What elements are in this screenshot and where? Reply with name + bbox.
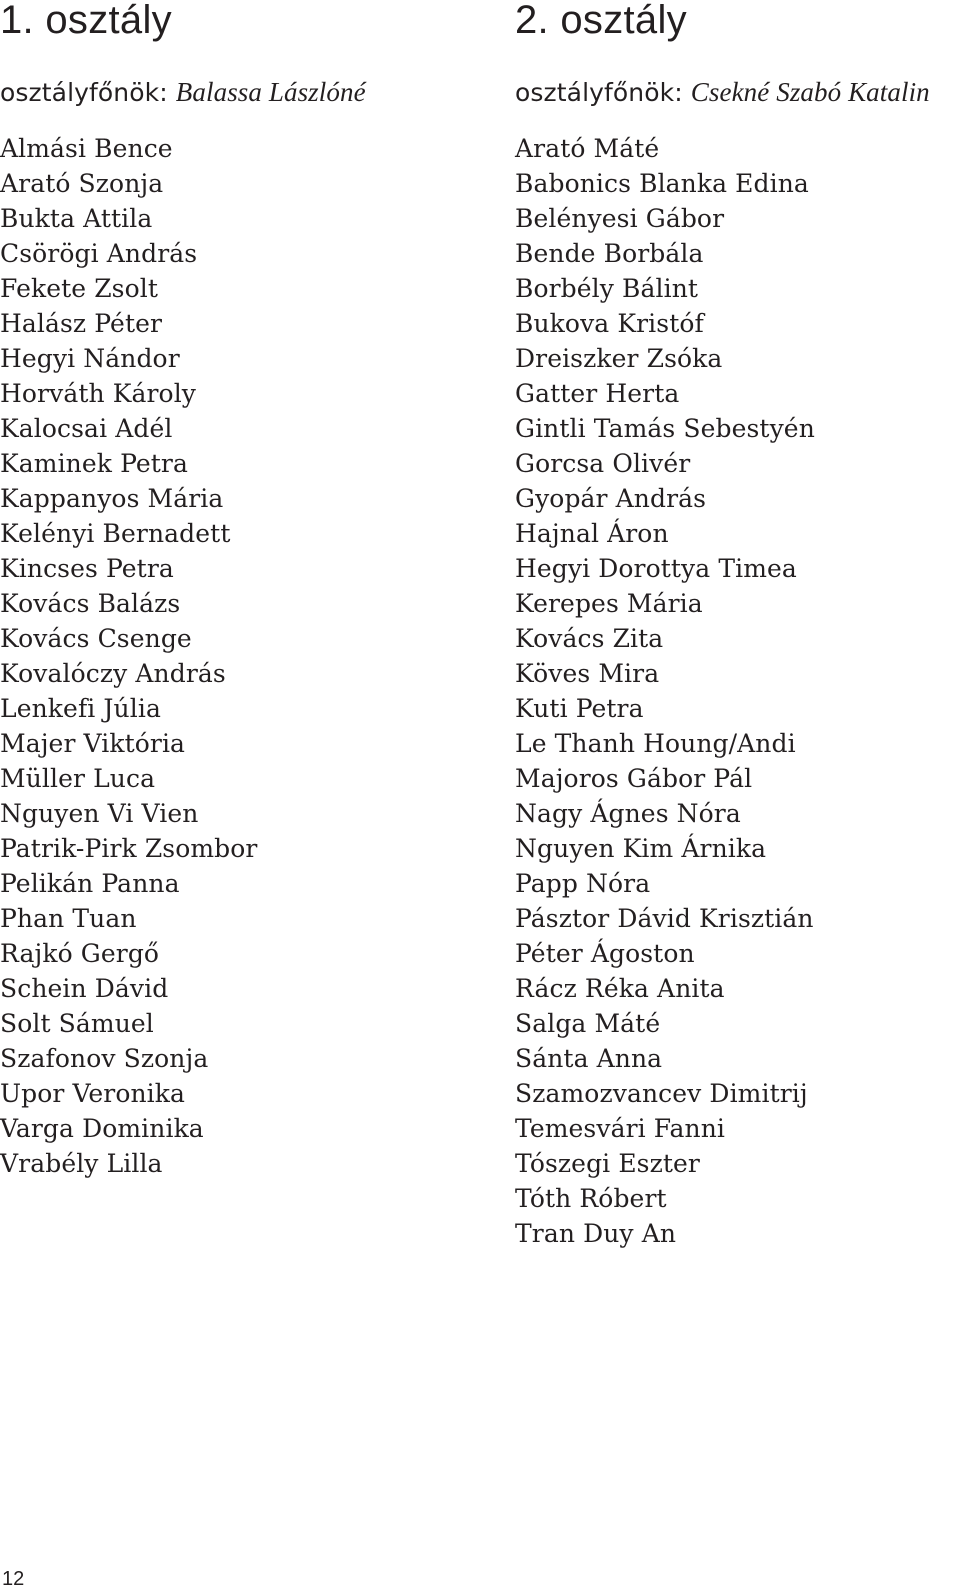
student-name: Arató Szonja bbox=[0, 169, 164, 198]
student-name: Nguyen Vi Vien bbox=[0, 799, 199, 828]
student-name: Rajkó Gergő bbox=[0, 939, 160, 968]
student-name: Szamozvancev Dimitrij bbox=[515, 1079, 808, 1108]
student-name: Dreiszker Zsóka bbox=[515, 344, 723, 373]
class-2-title: 2. osztály bbox=[515, 0, 687, 42]
student-name: Kovács Zita bbox=[515, 624, 664, 653]
class-1-section bbox=[0, 0, 500, 1178]
student-name: Kalocsai Adél bbox=[0, 414, 173, 443]
student-name: Kovács Balázs bbox=[0, 589, 181, 618]
student-name: Péter Ágoston bbox=[515, 939, 695, 968]
student-name: Kerepes Mária bbox=[515, 589, 703, 618]
student-name: Varga Dominika bbox=[0, 1114, 204, 1143]
student-name: Nguyen Kim Árnika bbox=[515, 834, 767, 863]
class-1-teacher-line bbox=[0, 76, 366, 109]
student-name: Gorcsa Olivér bbox=[515, 449, 691, 478]
student-name: Solt Sámuel bbox=[0, 1009, 154, 1038]
student-name: Fekete Zsolt bbox=[0, 274, 158, 303]
student-name: Nagy Ágnes Nóra bbox=[515, 799, 741, 828]
student-name: Müller Luca bbox=[0, 764, 156, 793]
class-2-teacher-name: Csekné Szabó Katalin bbox=[690, 77, 930, 107]
student-name: Hajnal Áron bbox=[515, 519, 669, 548]
student-name: Temesvári Fanni bbox=[515, 1114, 726, 1143]
student-name: Tószegi Eszter bbox=[515, 1149, 700, 1178]
student-name: Belényesi Gábor bbox=[515, 204, 725, 233]
student-name: Babonics Blanka Edina bbox=[515, 169, 809, 198]
student-name: Papp Nóra bbox=[515, 869, 651, 898]
student-name: Bukta Attila bbox=[0, 204, 153, 233]
class-2-teacher-line bbox=[515, 76, 930, 109]
student-name: Horváth Károly bbox=[0, 379, 197, 408]
student-name: Tran Duy An bbox=[515, 1219, 677, 1248]
class-1-student-list bbox=[0, 131, 257, 1181]
student-name: Hegyi Dorottya Timea bbox=[515, 554, 797, 583]
student-name: Majoros Gábor Pál bbox=[515, 764, 753, 793]
student-name: Pásztor Dávid Krisztián bbox=[515, 904, 814, 933]
student-name: Upor Veronika bbox=[0, 1079, 186, 1108]
student-name: Rácz Réka Anita bbox=[515, 974, 725, 1003]
student-name: Kovács Csenge bbox=[0, 624, 192, 653]
student-name: Halász Péter bbox=[0, 309, 163, 338]
student-name: Kaminek Petra bbox=[0, 449, 188, 478]
student-name: Kincses Petra bbox=[0, 554, 174, 583]
student-name: Patrik-Pirk Zsombor bbox=[0, 834, 258, 863]
student-name: Lenkefi Júlia bbox=[0, 694, 161, 723]
student-name: Majer Viktória bbox=[0, 729, 186, 758]
student-name: Kuti Petra bbox=[515, 694, 644, 723]
student-name: Kappanyos Mária bbox=[0, 484, 224, 513]
student-name: Le Thanh Houng/Andi bbox=[515, 729, 796, 758]
class-1-teacher-label: osztályfőnök: bbox=[0, 78, 176, 107]
student-name: Szafonov Szonja bbox=[0, 1044, 209, 1073]
class-1-teacher-name: Balassa Lászlóné bbox=[175, 77, 366, 107]
page-number: 12 bbox=[2, 1568, 25, 1590]
student-name: Köves Mira bbox=[515, 659, 660, 688]
student-name: Csörögi András bbox=[0, 239, 198, 268]
student-name: Gyopár András bbox=[515, 484, 707, 513]
student-name: Arató Máté bbox=[515, 134, 660, 163]
student-name: Salga Máté bbox=[515, 1009, 661, 1038]
class-2-student-list bbox=[515, 131, 815, 1251]
student-name: Gatter Herta bbox=[515, 379, 680, 408]
class-2-section bbox=[515, 0, 960, 1248]
student-name: Hegyi Nándor bbox=[0, 344, 180, 373]
class-1-title: 1. osztály bbox=[0, 0, 172, 42]
student-name: Vrabély Lilla bbox=[0, 1149, 163, 1178]
student-name: Phan Tuan bbox=[0, 904, 137, 933]
student-name: Almási Bence bbox=[0, 134, 173, 163]
student-name: Schein Dávid bbox=[0, 974, 169, 1003]
student-name: Sánta Anna bbox=[515, 1044, 663, 1073]
class-2-teacher-label: osztályfőnök: bbox=[515, 78, 691, 107]
student-name: Kelényi Bernadett bbox=[0, 519, 231, 548]
student-name: Tóth Róbert bbox=[515, 1184, 667, 1213]
student-name: Kovalóczy András bbox=[0, 659, 226, 688]
student-name: Bukova Kristóf bbox=[515, 309, 704, 338]
student-name: Bende Borbála bbox=[515, 239, 704, 268]
student-name: Pelikán Panna bbox=[0, 869, 180, 898]
student-name: Gintli Tamás Sebestyén bbox=[515, 414, 815, 443]
student-name: Borbély Bálint bbox=[515, 274, 699, 303]
